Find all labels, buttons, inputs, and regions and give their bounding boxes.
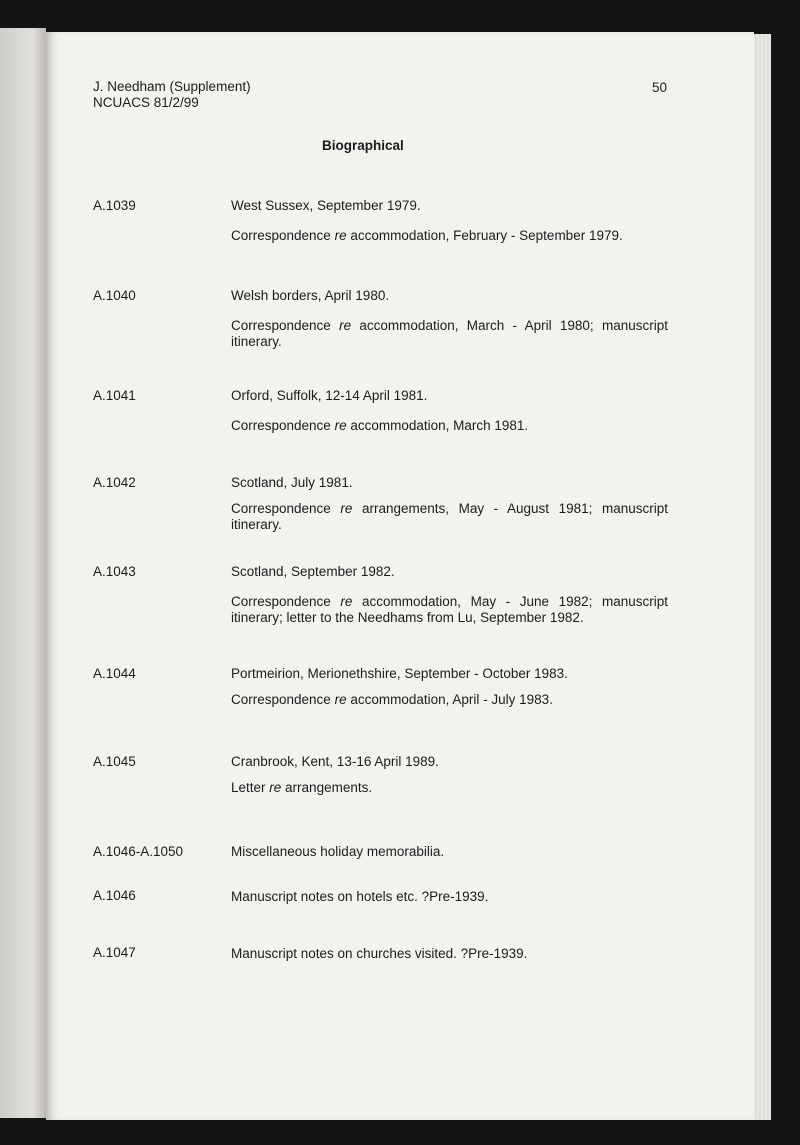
- entry-title: Portmeirion, Merionethshire, September - October 1983.: [231, 666, 568, 681]
- entry-ref: A.1045: [93, 754, 136, 769]
- entry-description: Correspondence re accommodation, March - April 1980; manuscript itinerary.: [231, 318, 668, 349]
- header-line-1: J. Needham (Supplement): [93, 79, 251, 94]
- page-header: [93, 79, 251, 111]
- document-page: [46, 32, 754, 1120]
- entry-title: Orford, Suffolk, 12-14 April 1981.: [231, 388, 428, 403]
- entry-ref: A.1046: [93, 888, 136, 903]
- entry-title: Cranbrook, Kent, 13-16 April 1989.: [231, 754, 439, 769]
- entry: [231, 666, 668, 708]
- entry-ref: A.1041: [93, 388, 136, 403]
- entry-title: Scotland, July 1981.: [231, 475, 353, 490]
- entry-title: Scotland, September 1982.: [231, 564, 395, 579]
- entry-title: West Sussex, September 1979.: [231, 198, 421, 213]
- entry-title: Welsh borders, April 1980.: [231, 288, 390, 303]
- entry: [231, 288, 668, 350]
- entry: [231, 198, 668, 244]
- entry-ref: A.1047: [93, 945, 136, 960]
- entry-description: Correspondence re accommodation, March 1981.: [231, 418, 529, 433]
- entry-description: Correspondence re accommodation, May - June 1982; manuscript itinerary; letter to the Needhams from Lu, September 1982.: [231, 594, 668, 625]
- entry: [231, 475, 668, 533]
- entry: [231, 388, 668, 434]
- entry-ref: A.1042: [93, 475, 136, 490]
- entry-ref: A.1040: [93, 288, 136, 303]
- entry-title: Manuscript notes on churches visited. ?Pre-1939.: [231, 946, 528, 961]
- entry-ref: A.1039: [93, 198, 136, 213]
- header-line-2: NCUACS 81/2/99: [93, 95, 199, 110]
- entry-description: Correspondence re accommodation, April - July 1983.: [231, 692, 553, 707]
- entry-description: Correspondence re arrangements, May - August 1981; manuscript itinerary.: [231, 501, 668, 532]
- entry-title: Miscellaneous holiday memorabilia.: [231, 844, 445, 859]
- section-title: Biographical: [322, 138, 404, 153]
- entry-ref: A.1046-A.1050: [93, 844, 184, 859]
- underlying-page-edge: [0, 28, 46, 1118]
- entry: [231, 754, 668, 796]
- entry-ref: A.1044: [93, 666, 136, 681]
- entry: [231, 564, 668, 626]
- entry-description: Correspondence re accommodation, February - September 1979.: [231, 228, 623, 243]
- page-number: 50: [652, 80, 668, 95]
- entry-title: Manuscript notes on hotels etc. ?Pre-1939.: [231, 889, 489, 904]
- entry-description: Letter re arrangements.: [231, 780, 373, 795]
- entry-ref: A.1043: [93, 564, 136, 579]
